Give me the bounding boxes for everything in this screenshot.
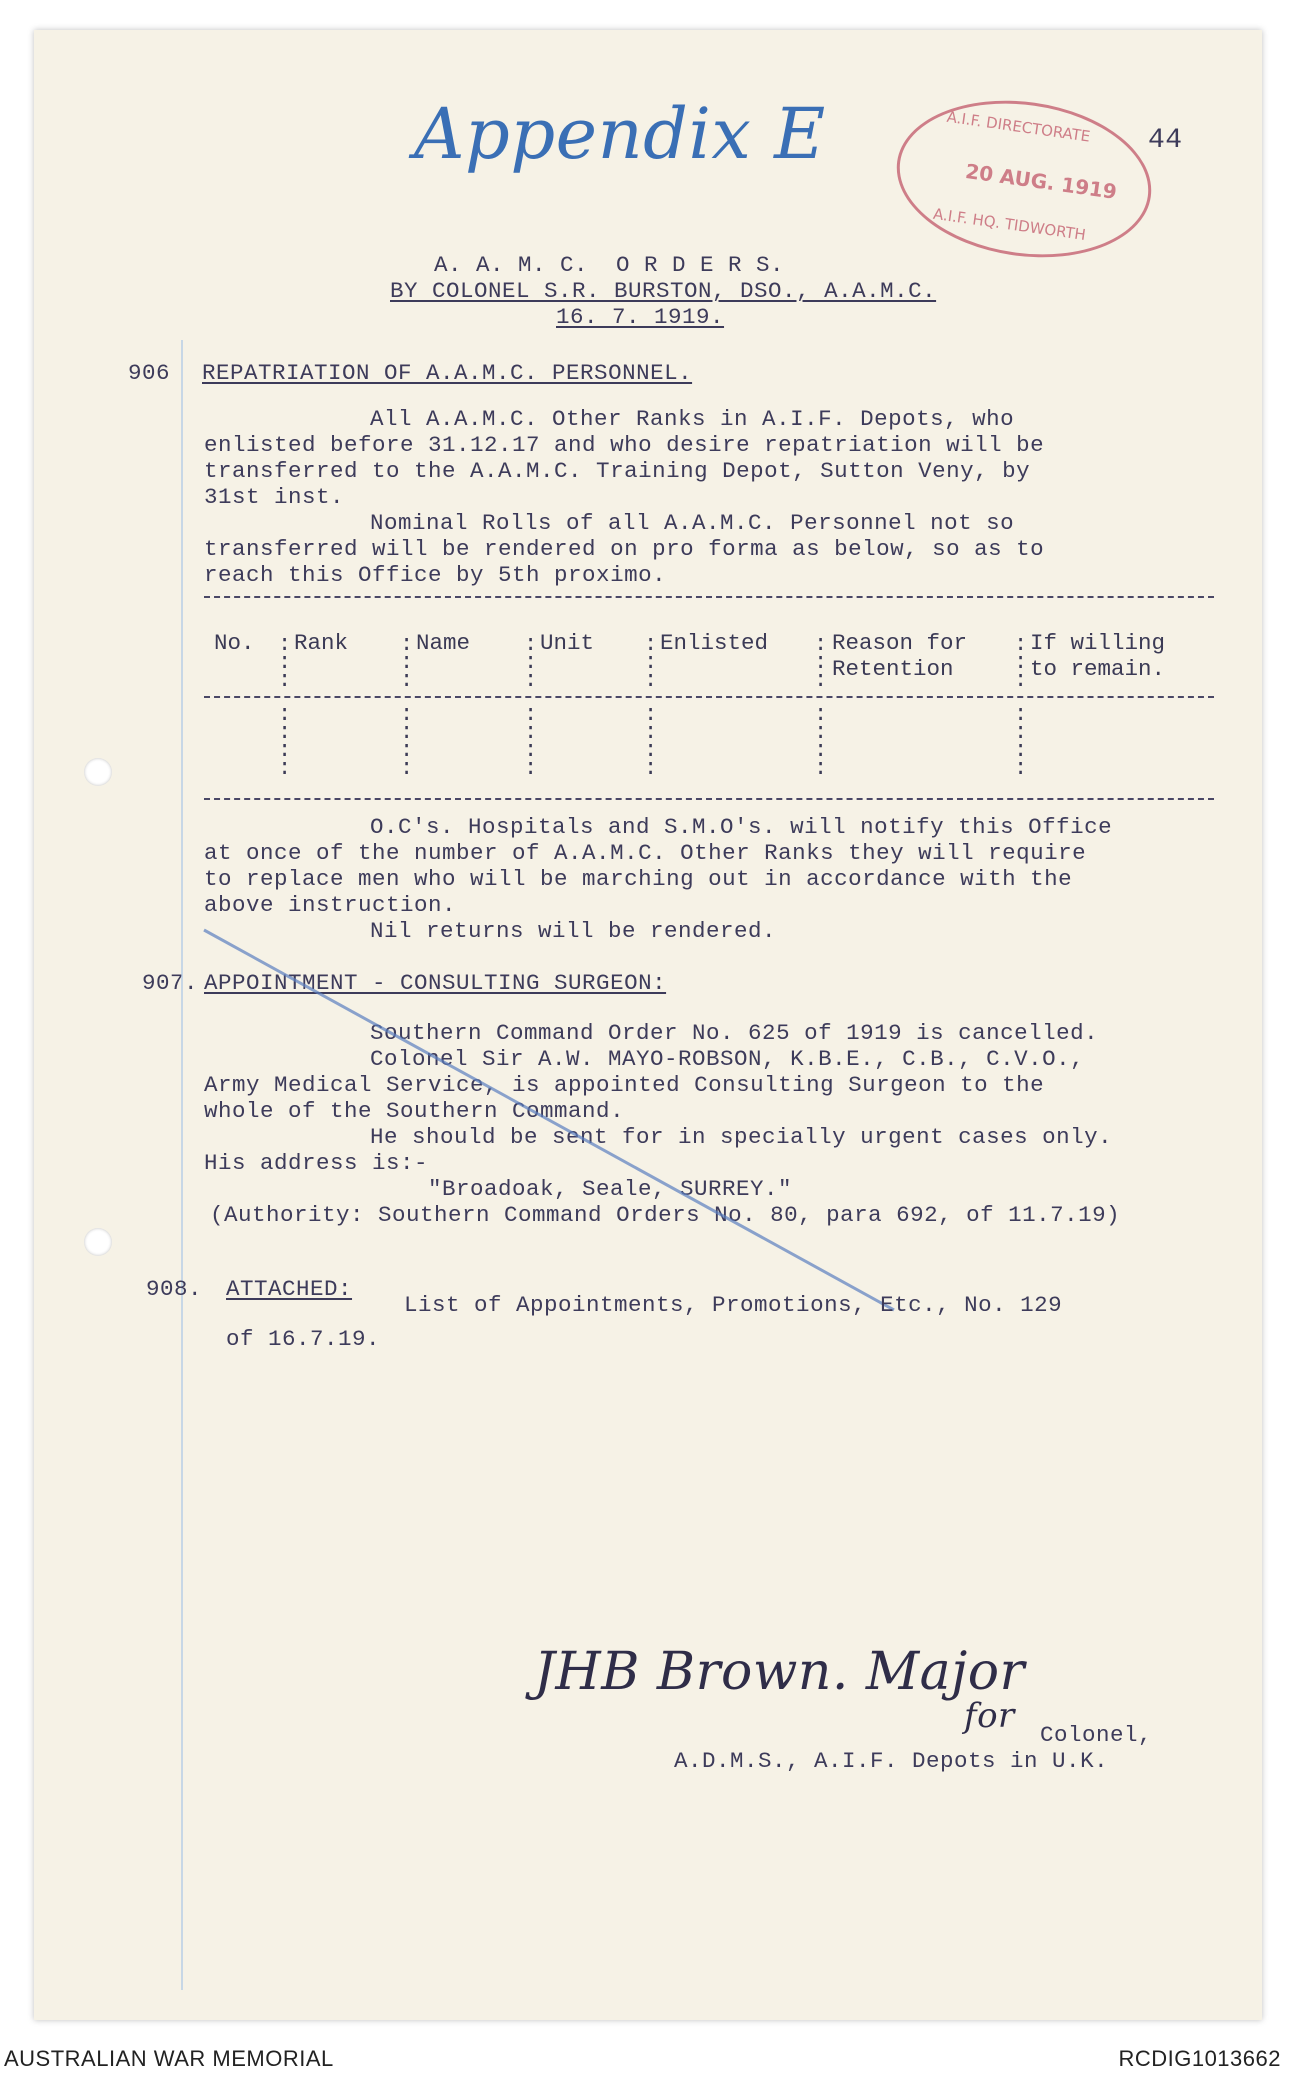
order-title: A. A. M. C. O R D E R S.	[434, 252, 785, 278]
table-column-separator: : : :	[644, 632, 658, 693]
table-column-separator: : : : :	[1014, 702, 1028, 781]
item-907-number: 907.	[142, 970, 199, 996]
item-907-line: He should be sent for in specially urgent cases only.	[370, 1124, 1113, 1150]
item-906-number: 906	[128, 360, 171, 386]
item-908-line: List of Appointments, Promotions, Etc., No. 129	[404, 1292, 1063, 1318]
table-column-separator: : : : :	[644, 702, 658, 781]
table-column-separator: : : :	[1014, 632, 1028, 693]
item-906-heading: REPATRIATION OF A.A.M.C. PERSONNEL.	[202, 360, 693, 386]
item-908-number: 908.	[146, 1276, 203, 1302]
table-column-separator: : : : :	[814, 702, 828, 781]
item-907-line: Colonel Sir A.W. MAYO-ROBSON, K.B.E., C.B., C.V.O.,	[370, 1046, 1085, 1072]
item-906-para1-line: 31st inst.	[204, 484, 345, 510]
table-header-no: No.	[214, 630, 255, 656]
table-header-reason: Reason for	[832, 630, 968, 656]
order-date: 16. 7. 1919.	[556, 304, 725, 330]
document-page	[34, 30, 1262, 2020]
item-907-heading: APPOINTMENT - CONSULTING SURGEON:	[204, 970, 667, 996]
table-column-separator: : : : :	[524, 702, 538, 781]
stamp-date: 20 AUG. 1919	[963, 158, 1119, 204]
footer-right: RCDIG1013662	[1118, 2046, 1281, 2071]
item-906-para1-line: All A.A.M.C. Other Ranks in A.I.F. Depots, who	[370, 406, 1015, 432]
item-907-line: "Broadoak, Seale, SURREY."	[428, 1176, 793, 1202]
table-column-separator: : : :	[278, 632, 292, 693]
item-907-line: His address is:-	[204, 1150, 429, 1176]
table-header-remain: to remain.	[1030, 656, 1166, 682]
item-906-para3-line: above instruction.	[204, 892, 457, 918]
item-907-line: whole of the Southern Command.	[204, 1098, 625, 1124]
item-906-para3-line: Nil returns will be rendered.	[370, 918, 777, 944]
signatory-rank: Colonel,	[1040, 1722, 1153, 1748]
table-header-enlisted: Enlisted	[660, 630, 769, 656]
table-header-willing: If willing	[1030, 630, 1166, 656]
table-column-separator: : : :	[524, 632, 538, 693]
item-906-para3-line: at once of the number of A.A.M.C. Other Ranks they will require	[204, 840, 1087, 866]
item-907-line: (Authority: Southern Command Orders No. 80, para 692, of 11.7.19)	[210, 1202, 1121, 1228]
item-906-para1-line: enlisted before 31.12.17 and who desire repatriation will be	[204, 432, 1045, 458]
table-header-retention: Retention	[832, 656, 954, 682]
table-header-name: Name	[416, 630, 471, 656]
table-column-separator: : : :	[400, 632, 414, 693]
item-906-para3-line: to replace men who will be marching out in accordance with the	[204, 866, 1073, 892]
signature-for: for	[964, 1696, 1015, 1736]
page-number: 44	[1148, 125, 1183, 156]
table-header-rank: Rank	[294, 630, 349, 656]
order-by-line: BY COLONEL S.R. BURSTON, DSO., A.A.M.C.	[390, 278, 937, 304]
item-907-line: Southern Command Order No. 625 of 1919 is cancelled.	[370, 1020, 1099, 1046]
table-column-separator: : : : :	[278, 702, 292, 781]
item-906-para3-line: O.C's. Hospitals and S.M.O's. will notify this Office	[370, 814, 1113, 840]
item-908-heading: ATTACHED:	[226, 1276, 353, 1302]
item-906-para2-line: reach this Office by 5th proximo.	[204, 562, 667, 588]
stamp-line1: A.I.F. DIRECTORATE	[945, 107, 1092, 146]
item-907-line: Army Medical Service, is appointed Consulting Surgeon to the	[204, 1072, 1045, 1098]
item-906-para2-line: transferred will be rendered on pro forma as below, so as to	[204, 536, 1045, 562]
stamp-line2: A.I.F. HQ. TIDWORTH	[932, 204, 1087, 245]
table-column-separator: : : : :	[400, 702, 414, 781]
table-column-separator: : : :	[814, 632, 828, 693]
table-header-unit: Unit	[540, 630, 595, 656]
item-908-line: of 16.7.19.	[226, 1326, 381, 1352]
item-906-para2-line: Nominal Rolls of all A.A.M.C. Personnel not so	[370, 510, 1015, 536]
signatory-title: A.D.M.S., A.I.F. Depots in U.K.	[674, 1748, 1109, 1774]
item-906-para1-line: transferred to the A.A.M.C. Training Depot, Sutton Veny, by	[204, 458, 1031, 484]
handwritten-signature: JHB Brown. Major	[534, 1642, 1025, 1702]
handwritten-annotation: Appendix E	[414, 93, 826, 175]
footer-left: AUSTRALIAN WAR MEMORIAL	[4, 2046, 334, 2071]
